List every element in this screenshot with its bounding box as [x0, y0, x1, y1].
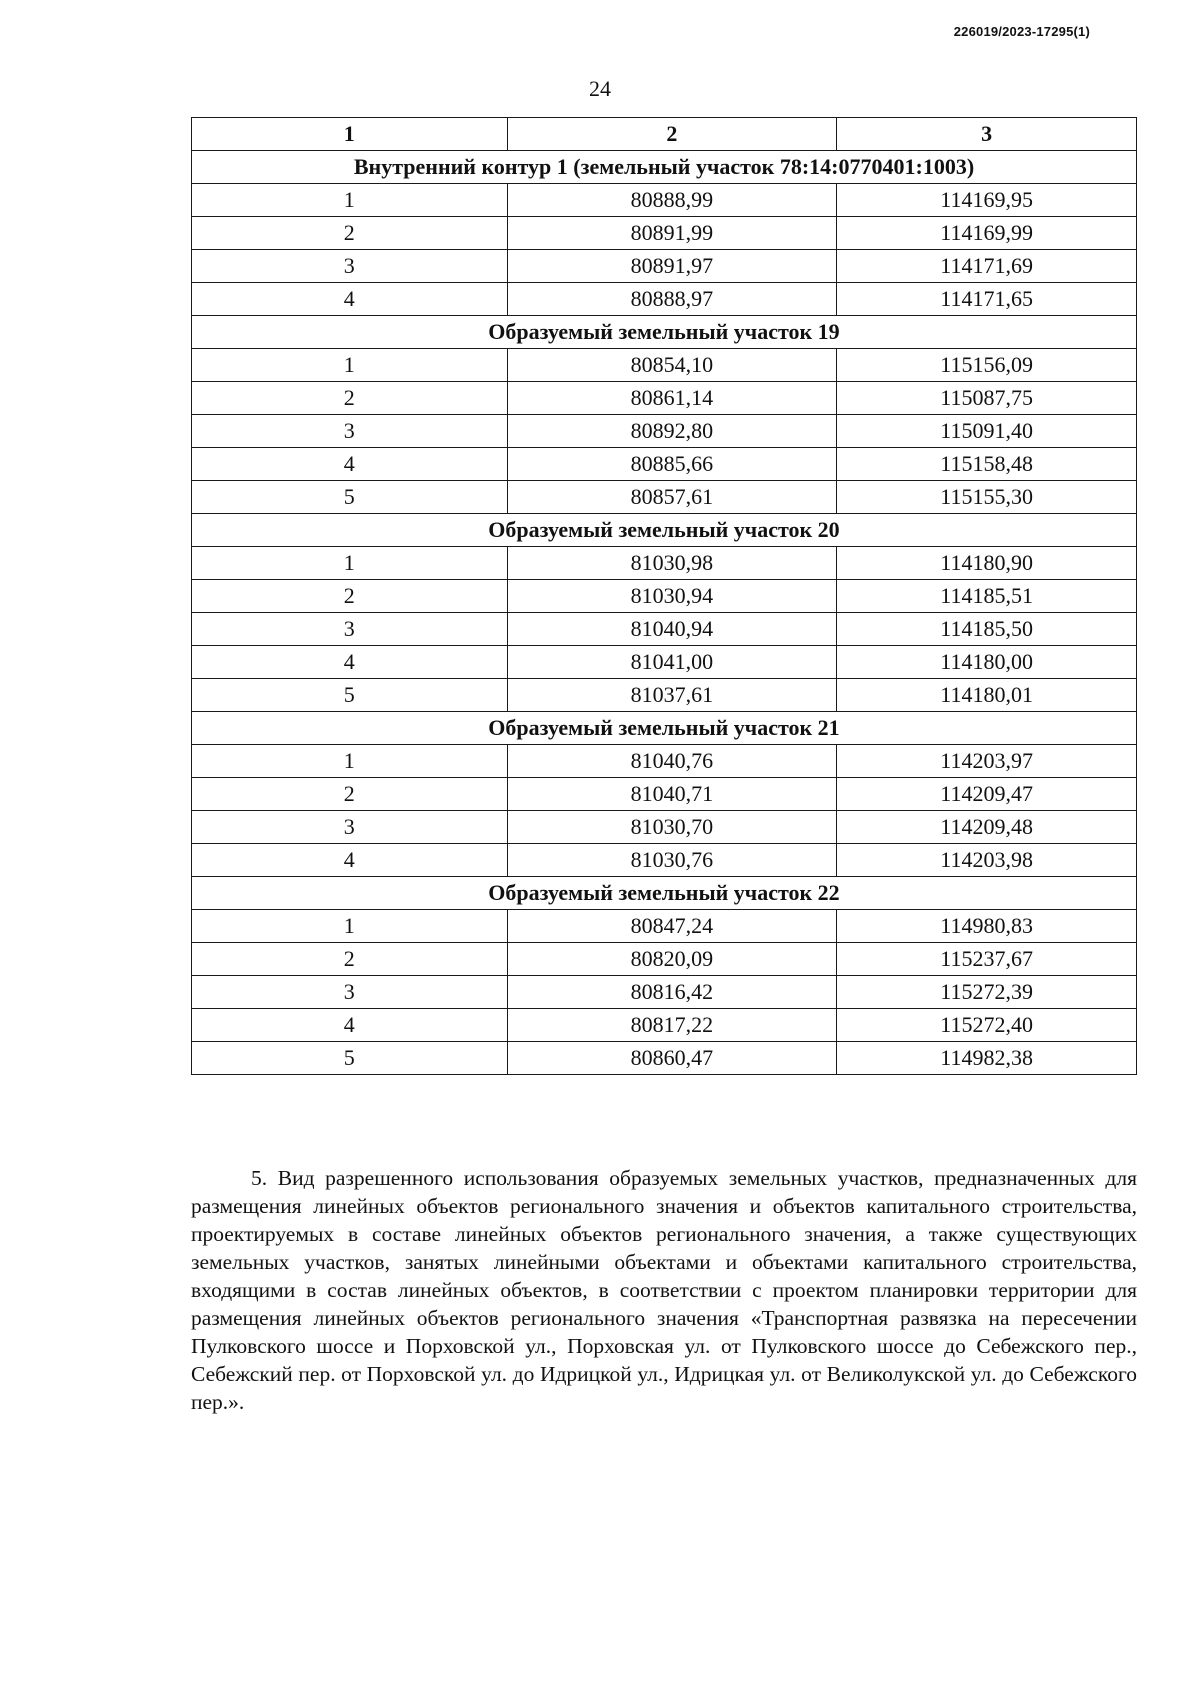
x-coordinate-cell: 80816,42	[507, 976, 837, 1009]
table-row	[192, 349, 1137, 382]
section-header-row	[192, 877, 1137, 910]
point-number-cell: 3	[192, 613, 508, 646]
x-coordinate-cell: 81030,76	[507, 844, 837, 877]
column-header-3: 3	[837, 118, 1137, 151]
x-coordinate-cell: 81030,98	[507, 547, 837, 580]
table-row	[192, 646, 1137, 679]
point-number-cell: 5	[192, 481, 508, 514]
y-coordinate-cell: 114982,38	[837, 1042, 1137, 1075]
y-coordinate-cell: 114180,01	[837, 679, 1137, 712]
table-row	[192, 481, 1137, 514]
section-header-row	[192, 712, 1137, 745]
y-coordinate-cell: 115156,09	[837, 349, 1137, 382]
x-coordinate-cell: 80857,61	[507, 481, 837, 514]
point-number-cell: 4	[192, 1009, 508, 1042]
point-number-cell: 2	[192, 217, 508, 250]
x-coordinate-cell: 81040,71	[507, 778, 837, 811]
x-coordinate-cell: 80892,80	[507, 415, 837, 448]
table-row	[192, 184, 1137, 217]
y-coordinate-cell: 114209,47	[837, 778, 1137, 811]
table-row	[192, 745, 1137, 778]
x-coordinate-cell: 81030,94	[507, 580, 837, 613]
point-number-cell: 1	[192, 547, 508, 580]
x-coordinate-cell: 80891,99	[507, 217, 837, 250]
section-title: Образуемый земельный участок 19	[192, 316, 1137, 349]
table-row	[192, 448, 1137, 481]
y-coordinate-cell: 114169,95	[837, 184, 1137, 217]
point-number-cell: 3	[192, 976, 508, 1009]
table-row	[192, 1009, 1137, 1042]
table-row	[192, 679, 1137, 712]
point-number-cell: 1	[192, 349, 508, 382]
point-number-cell: 5	[192, 679, 508, 712]
y-coordinate-cell: 115087,75	[837, 382, 1137, 415]
y-coordinate-cell: 115158,48	[837, 448, 1137, 481]
x-coordinate-cell: 80888,99	[507, 184, 837, 217]
point-number-cell: 3	[192, 250, 508, 283]
table-row	[192, 976, 1137, 1009]
coordinates-table	[191, 117, 1137, 1075]
point-number-cell: 1	[192, 910, 508, 943]
y-coordinate-cell: 114171,65	[837, 283, 1137, 316]
table-row	[192, 844, 1137, 877]
table-row	[192, 250, 1137, 283]
section-header-row	[192, 514, 1137, 547]
x-coordinate-cell: 81037,61	[507, 679, 837, 712]
point-number-cell: 3	[192, 811, 508, 844]
point-number-cell: 5	[192, 1042, 508, 1075]
x-coordinate-cell: 80891,97	[507, 250, 837, 283]
x-coordinate-cell: 80860,47	[507, 1042, 837, 1075]
x-coordinate-cell: 80847,24	[507, 910, 837, 943]
point-number-cell: 1	[192, 745, 508, 778]
point-number-cell: 4	[192, 844, 508, 877]
point-number-cell: 4	[192, 283, 508, 316]
x-coordinate-cell: 80854,10	[507, 349, 837, 382]
table-body	[192, 151, 1137, 1075]
column-header-1: 1	[192, 118, 508, 151]
x-coordinate-cell: 80817,22	[507, 1009, 837, 1042]
table-row	[192, 547, 1137, 580]
point-number-cell: 2	[192, 943, 508, 976]
y-coordinate-cell: 114980,83	[837, 910, 1137, 943]
y-coordinate-cell: 114169,99	[837, 217, 1137, 250]
section-title: Образуемый земельный участок 21	[192, 712, 1137, 745]
body-paragraph: 5. Вид разрешенного использования образуемых земельных участков, предназначенных для размещения линейных объектов регионального значения и объектов капитального строительства, проектируемых в составе линейных объектов регионального значения, а также существующих земельных участков, занятых линейными объектами и объектами капитального строительства, входящими в состав линейных объектов, в соответствии с проектом планировки территории для размещения линейных объектов регионального значения «Транспортная развязка на пересечении Пулковского шоссе и Порховской ул., Порховская ул. от Пулковского шоссе до Себежского пер., Себежский пер. от Порховской ул. до Идрицкой ул., Идрицкая ул. от Великолукской ул. до Себежского пер.».	[191, 1166, 1137, 1414]
table-row	[192, 283, 1137, 316]
x-coordinate-cell: 80888,97	[507, 283, 837, 316]
page-number: 24	[589, 76, 611, 101]
point-number-cell: 3	[192, 415, 508, 448]
column-header-2: 2	[507, 118, 837, 151]
point-number-cell: 2	[192, 580, 508, 613]
y-coordinate-cell: 115237,67	[837, 943, 1137, 976]
x-coordinate-cell: 81041,00	[507, 646, 837, 679]
table-row	[192, 382, 1137, 415]
section-title: Образуемый земельный участок 20	[192, 514, 1137, 547]
y-coordinate-cell: 114185,50	[837, 613, 1137, 646]
section-title: Образуемый земельный участок 22	[192, 877, 1137, 910]
y-coordinate-cell: 114171,69	[837, 250, 1137, 283]
table-row	[192, 910, 1137, 943]
document-id: 226019/2023-17295(1)	[953, 24, 1090, 39]
table-header-row	[192, 118, 1137, 151]
x-coordinate-cell: 81040,76	[507, 745, 837, 778]
section-header-row	[192, 151, 1137, 184]
point-number-cell: 1	[192, 184, 508, 217]
y-coordinate-cell: 115272,39	[837, 976, 1137, 1009]
x-coordinate-cell: 81040,94	[507, 613, 837, 646]
x-coordinate-cell: 81030,70	[507, 811, 837, 844]
x-coordinate-cell: 80861,14	[507, 382, 837, 415]
point-number-cell: 4	[192, 448, 508, 481]
table-row	[192, 613, 1137, 646]
point-number-cell: 2	[192, 778, 508, 811]
point-number-cell: 2	[192, 382, 508, 415]
section-header-row	[192, 316, 1137, 349]
y-coordinate-cell: 115272,40	[837, 1009, 1137, 1042]
y-coordinate-cell: 115155,30	[837, 481, 1137, 514]
point-number-cell: 4	[192, 646, 508, 679]
y-coordinate-cell: 114180,00	[837, 646, 1137, 679]
y-coordinate-cell: 115091,40	[837, 415, 1137, 448]
table-row	[192, 778, 1137, 811]
table-row	[192, 943, 1137, 976]
table-row	[192, 580, 1137, 613]
table-row	[192, 217, 1137, 250]
section-title: Внутренний контур 1 (земельный участок 78:14:0770401:1003)	[192, 151, 1137, 184]
table-row	[192, 1042, 1137, 1075]
table-row	[192, 811, 1137, 844]
table-row	[192, 415, 1137, 448]
x-coordinate-cell: 80820,09	[507, 943, 837, 976]
y-coordinate-cell: 114203,98	[837, 844, 1137, 877]
y-coordinate-cell: 114185,51	[837, 580, 1137, 613]
y-coordinate-cell: 114209,48	[837, 811, 1137, 844]
x-coordinate-cell: 80885,66	[507, 448, 837, 481]
y-coordinate-cell: 114180,90	[837, 547, 1137, 580]
y-coordinate-cell: 114203,97	[837, 745, 1137, 778]
